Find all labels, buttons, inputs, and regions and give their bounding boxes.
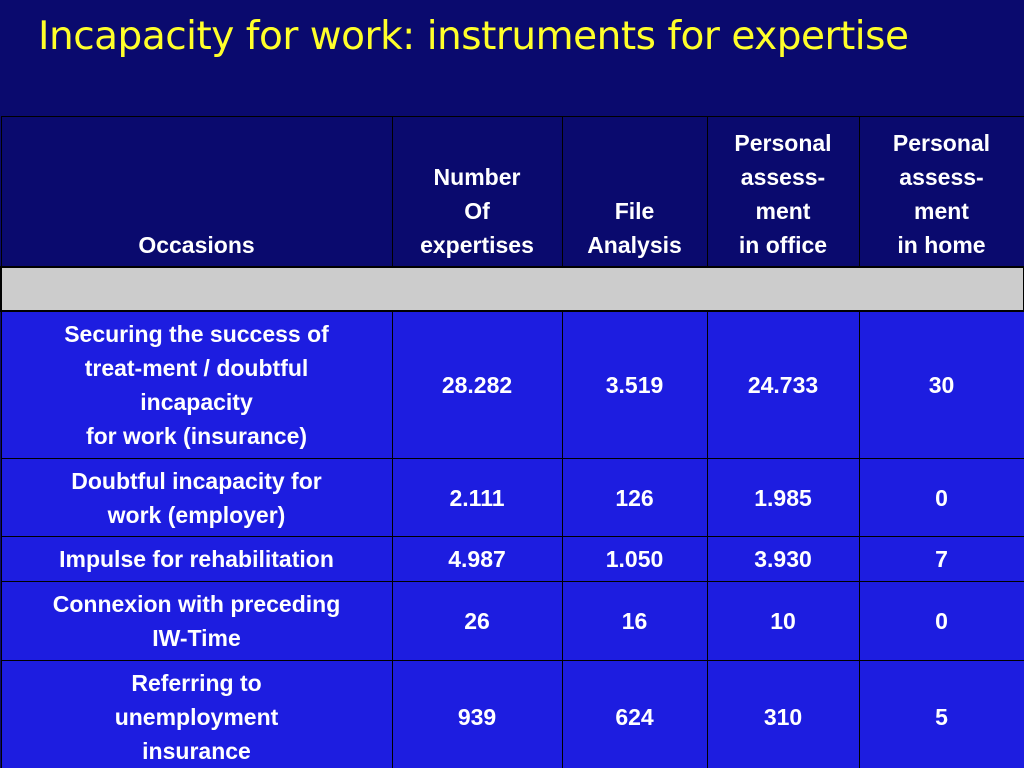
cell-file-analysis: 126 — [562, 459, 707, 537]
header-occasions: Occasions — [1, 117, 392, 267]
cell-number: 939 — [392, 661, 562, 768]
cell-occasion: Connexion with preceding IW-Time — [1, 582, 392, 661]
table-row — [1, 537, 1024, 582]
cell-office: 24.733 — [707, 311, 859, 459]
cell-number: 28.282 — [392, 311, 562, 459]
header-assessment-office: Personal assess- ment in office — [707, 117, 859, 267]
cell-occasion: Doubtful incapacity for work (employer) — [1, 459, 392, 537]
cell-number: 26 — [392, 582, 562, 661]
cell-office: 10 — [707, 582, 859, 661]
cell-file-analysis: 624 — [562, 661, 707, 768]
cell-occasion: Referring to unemployment insurance — [1, 661, 392, 768]
cell-home: 0 — [859, 459, 1024, 537]
cell-home: 30 — [859, 311, 1024, 459]
cell-file-analysis: 16 — [562, 582, 707, 661]
cell-file-analysis: 1.050 — [562, 537, 707, 582]
header-assessment-home: Personal assess- ment in home — [859, 117, 1024, 267]
header-file-analysis: File Analysis — [562, 117, 707, 267]
expertise-table — [0, 116, 1024, 768]
cell-number: 2.111 — [392, 459, 562, 537]
separator-row — [1, 267, 1024, 311]
cell-file-analysis: 3.519 — [562, 311, 707, 459]
header-row — [1, 117, 1024, 267]
cell-home: 7 — [859, 537, 1024, 582]
cell-office: 3.930 — [707, 537, 859, 582]
cell-home: 0 — [859, 582, 1024, 661]
cell-office: 1.985 — [707, 459, 859, 537]
separator-bar — [1, 267, 1024, 311]
table-row — [1, 311, 1024, 459]
cell-home: 5 — [859, 661, 1024, 768]
table-row — [1, 459, 1024, 537]
table-row — [1, 661, 1024, 768]
cell-occasion: Impulse for rehabilitation — [1, 537, 392, 582]
cell-office: 310 — [707, 661, 859, 768]
cell-number: 4.987 — [392, 537, 562, 582]
table-row — [1, 582, 1024, 661]
cell-occasion: Securing the success of treat-ment / doubtful incapacity for work (insurance) — [1, 311, 392, 459]
slide-title: Incapacity for work: instruments for expertise — [38, 14, 909, 59]
header-number-of-expertises: Number Of expertises — [392, 117, 562, 267]
